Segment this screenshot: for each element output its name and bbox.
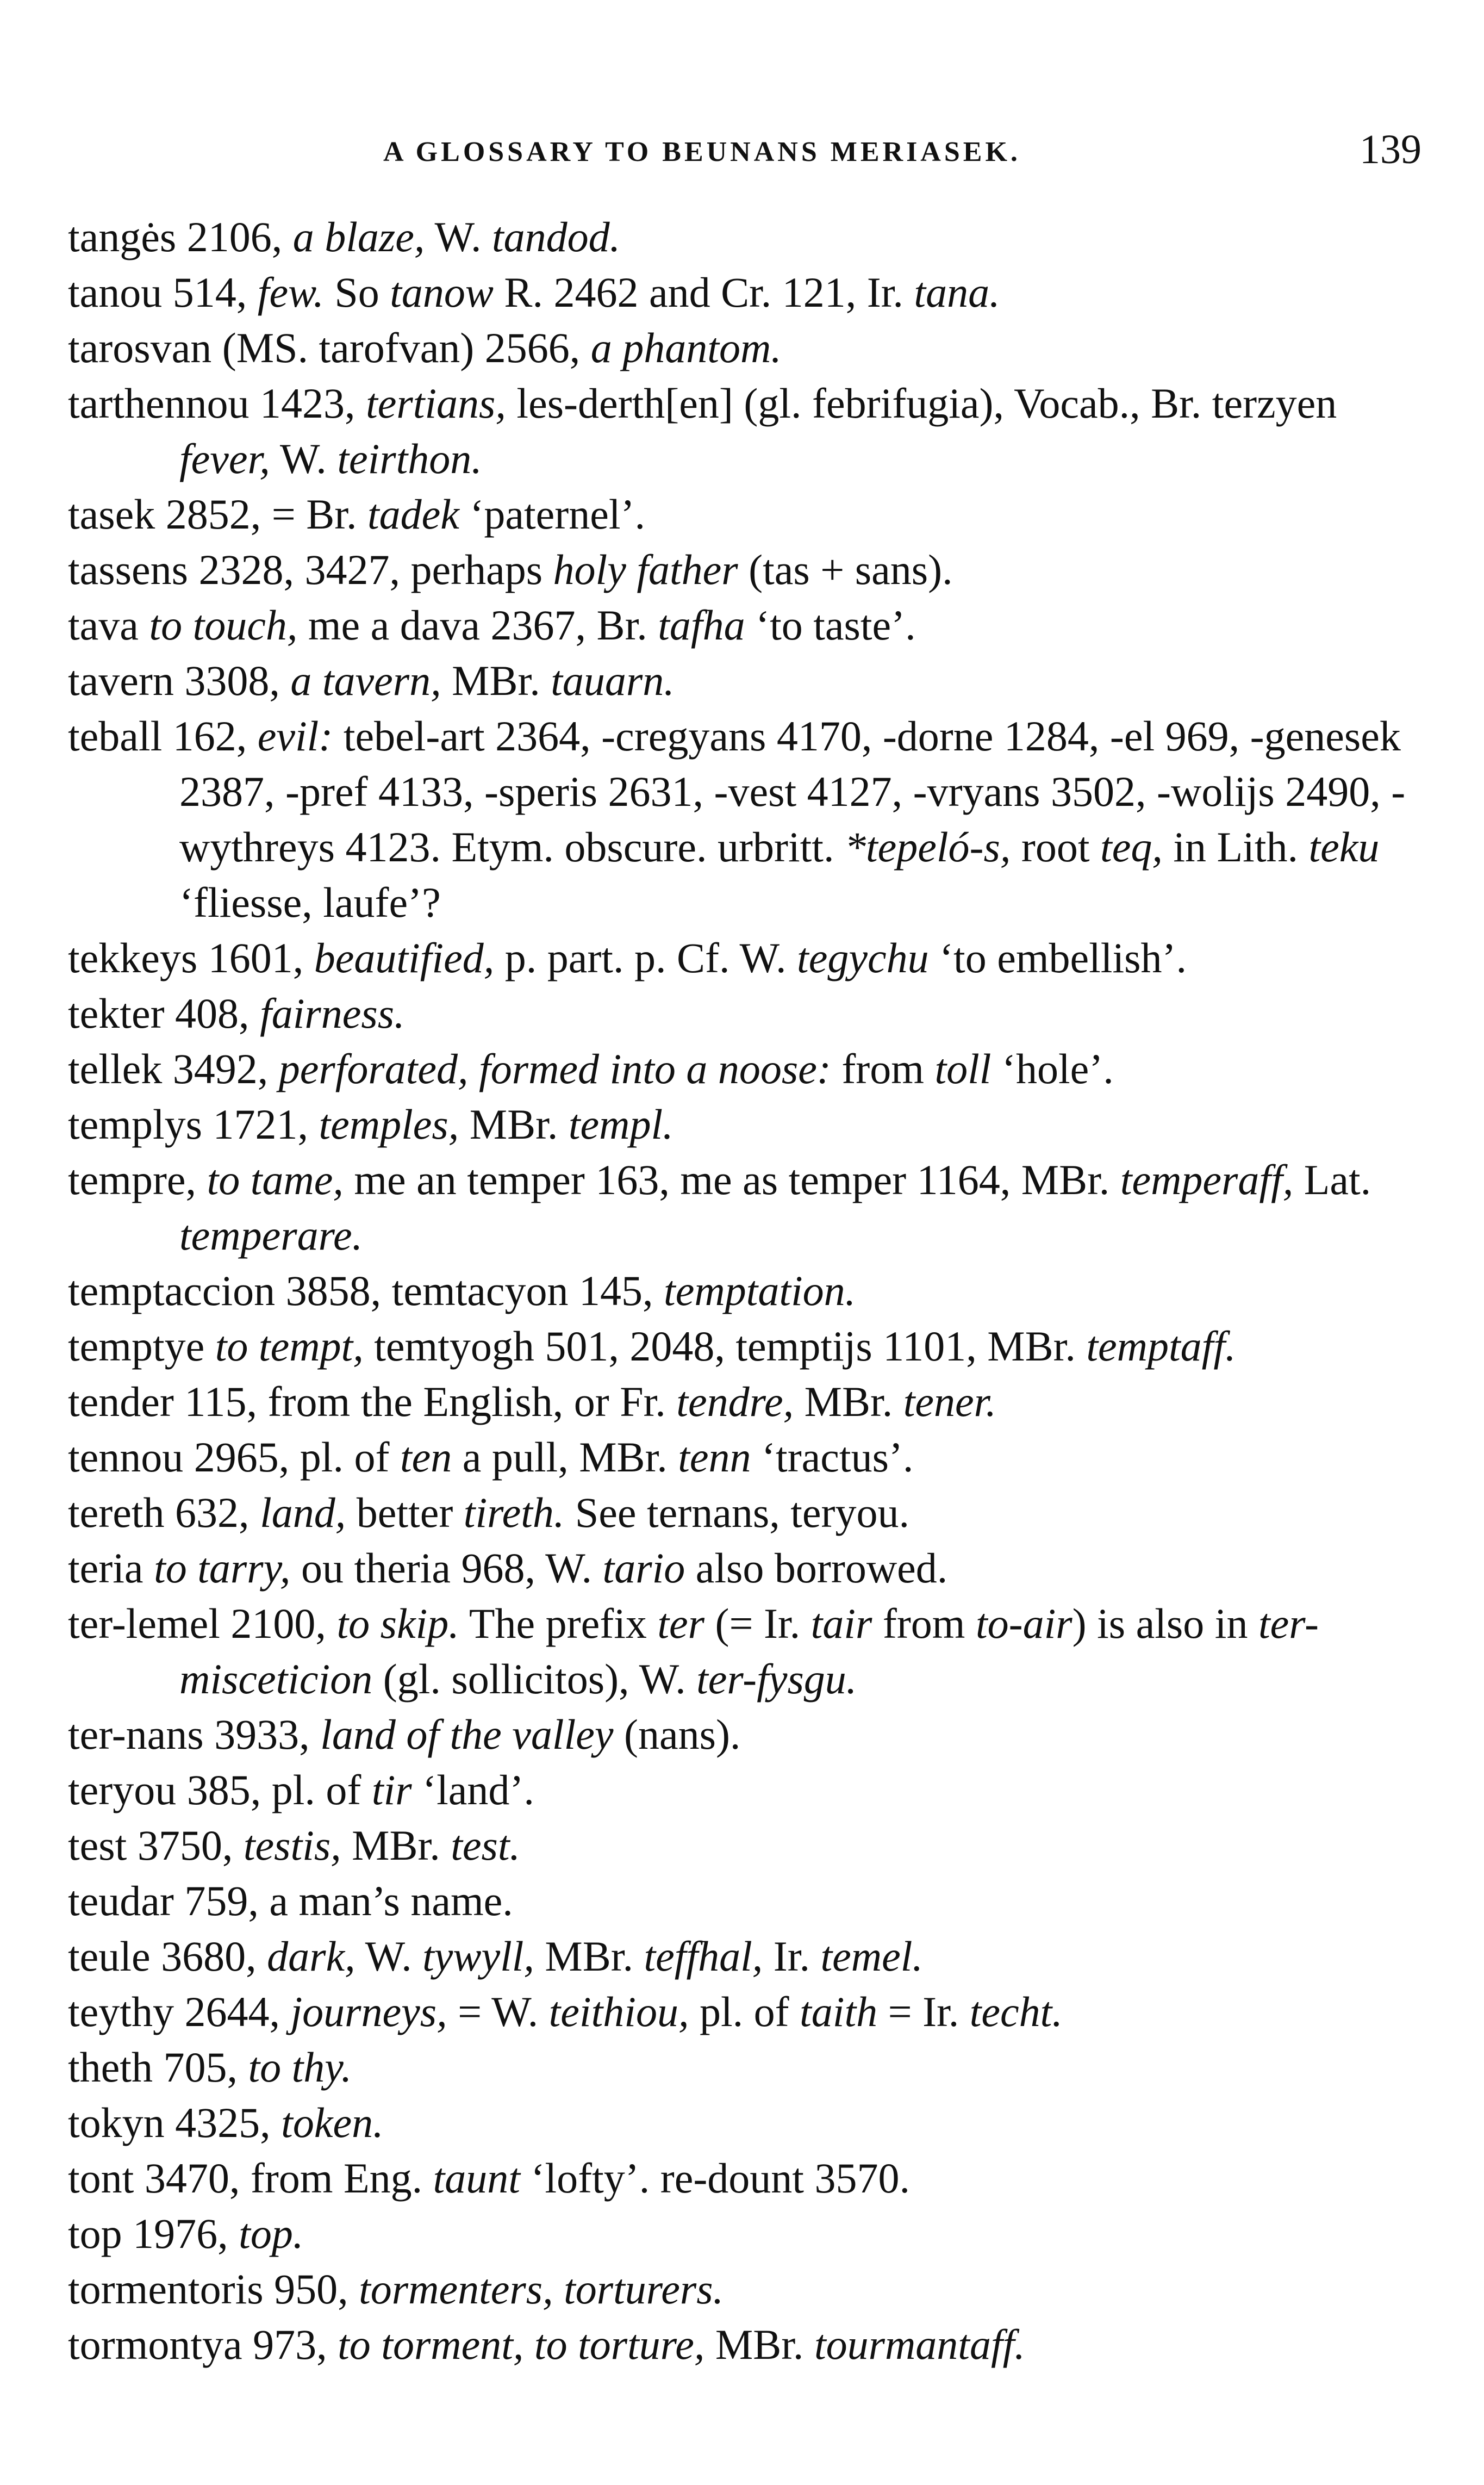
- entry-italic-text: tywyll,: [422, 1933, 534, 1980]
- entry-text: les-derth[en] (gl. febrifugia), Vocab., Br. terzyen: [506, 380, 1337, 427]
- entry-text: tekter 408,: [68, 990, 260, 1037]
- glossary-entry: [68, 930, 1421, 986]
- page-number: 139: [1360, 127, 1421, 172]
- entry-text: also borrowed.: [685, 1544, 948, 1592]
- glossary-entry: [68, 209, 1421, 265]
- entry-text: ‘hole’.: [991, 1045, 1114, 1092]
- entry-italic-text: a phantom.: [590, 324, 782, 371]
- entry-text: tennou 2965, pl. of: [68, 1433, 400, 1481]
- entry-italic-text: temples,: [319, 1101, 459, 1148]
- glossary-entry: [68, 542, 1421, 598]
- entry-text: better: [346, 1489, 464, 1536]
- entry-italic-text: teku: [1308, 823, 1380, 871]
- entry-italic-text: to-air: [975, 1600, 1073, 1647]
- glossary-entry: [68, 2317, 1421, 2372]
- glossary-entry: [68, 1707, 1421, 1762]
- entry-text: = Ir.: [877, 1988, 970, 2035]
- entry-text: root: [1011, 823, 1101, 871]
- entry-italic-text: to torment, to torture,: [338, 2321, 705, 2368]
- entry-text: ) is also in: [1072, 1600, 1258, 1647]
- entry-italic-text: tenn: [678, 1433, 751, 1481]
- entry-text: ‘fliesse, laufe’?: [179, 879, 441, 926]
- entry-italic-text: to tempt,: [215, 1322, 364, 1370]
- entry-text: pl. of: [689, 1988, 800, 2035]
- glossary-entry: [68, 1097, 1421, 1152]
- entry-text: temptaccion 3858, temtacyon 145,: [68, 1267, 664, 1314]
- entry-text: tava: [68, 601, 149, 649]
- entry-italic-text: teirthon.: [337, 435, 482, 482]
- entry-italic-text: templ.: [568, 1101, 674, 1148]
- entry-italic-text: tair: [810, 1600, 872, 1647]
- entry-text: tekkeys 1601,: [68, 934, 314, 981]
- entry-italic-text: tormenters, torturers.: [359, 2265, 724, 2313]
- entry-italic-text: temperaff,: [1120, 1156, 1294, 1203]
- page-header: [68, 126, 1421, 175]
- glossary-entry: [68, 1263, 1421, 1319]
- entry-text: teudar 759, a man’s name.: [68, 1877, 513, 1924]
- entry-italic-text: to touch,: [149, 601, 298, 649]
- entry-italic-text: tafha: [658, 601, 745, 649]
- entry-italic-text: to tarry,: [154, 1544, 291, 1592]
- entry-text: templys 1721,: [68, 1101, 319, 1148]
- entry-text: So: [323, 269, 390, 316]
- entry-italic-text: tourmantaff.: [814, 2321, 1025, 2368]
- entry-text: See ternans, teryou.: [564, 1489, 910, 1536]
- entry-italic-text: temperare.: [179, 1212, 363, 1259]
- entry-italic-text: tener.: [903, 1378, 996, 1425]
- entry-italic-text: to tame,: [207, 1156, 344, 1203]
- entry-italic-text: a tavern,: [290, 657, 441, 704]
- entry-text: ‘paternel’.: [459, 490, 646, 538]
- entry-italic-text: few.: [257, 269, 324, 316]
- entry-text: teythy 2644,: [68, 1988, 291, 2035]
- entry-text: (gl. sollicitos), W.: [372, 1655, 697, 1703]
- entry-italic-text: toll: [934, 1045, 992, 1092]
- glossary-entry: [68, 1430, 1421, 1485]
- glossary-entry: [68, 1485, 1421, 1540]
- entry-italic-text: tegychu: [797, 934, 929, 981]
- entry-text: ‘land’.: [411, 1766, 534, 1813]
- entry-italic-text: temel.: [820, 1933, 923, 1980]
- entry-italic-text: land of the valley: [320, 1711, 614, 1758]
- entry-italic-text: tireth.: [463, 1489, 565, 1536]
- entry-text: a pull, MBr.: [452, 1433, 678, 1481]
- entry-text: tebel-art 2364, -cregyans 4170, -dorne 1284, -el 969, -genesek 2387, -pref 4133, -speris 2631, -vest 4127, -vryans 3502, -wolijs 2490, -wythreys 4123. Etym. obscure. urbritt.: [179, 712, 1406, 871]
- entry-italic-text: ter: [657, 1600, 705, 1647]
- glossary-entry: [68, 1319, 1421, 1374]
- entry-text: tender 115, from the English, or Fr.: [68, 1378, 677, 1425]
- entry-italic-text: tanow: [390, 269, 494, 316]
- entry-italic-text: to thy.: [248, 2043, 352, 2091]
- glossary-entry: [68, 2262, 1421, 2317]
- glossary-entry: [68, 1374, 1421, 1430]
- glossary-entry: [68, 598, 1421, 653]
- entry-italic-text: test.: [451, 1822, 521, 1869]
- entry-italic-text: tandod.: [491, 213, 621, 260]
- entry-text: (= Ir.: [704, 1600, 811, 1647]
- entry-text: (nans).: [613, 1711, 741, 1758]
- entry-text: tanou 514,: [68, 269, 258, 316]
- entry-text: ‘to taste’.: [745, 601, 916, 649]
- entry-italic-text: to skip.: [336, 1600, 459, 1647]
- entry-italic-text: temptation.: [664, 1267, 856, 1314]
- entry-text: from: [872, 1600, 976, 1647]
- entry-text: ‘to embellish’.: [928, 934, 1187, 981]
- glossary-entry: [68, 1818, 1421, 1873]
- entry-text: p. part. p. Cf. W.: [494, 934, 797, 981]
- entry-italic-text: teffhal,: [644, 1933, 763, 1980]
- entry-text: ter-lemel 2100,: [68, 1600, 337, 1647]
- entry-italic-text: land,: [260, 1489, 346, 1536]
- glossary-entry: [68, 1929, 1421, 1984]
- glossary-entry: [68, 709, 1421, 930]
- glossary-entry: [68, 2040, 1421, 2095]
- entry-text: tont 3470, from Eng.: [68, 2154, 433, 2202]
- entry-text: tavern 3308,: [68, 657, 291, 704]
- glossary-entry: [68, 1596, 1421, 1707]
- entry-italic-text: beautified,: [314, 934, 495, 981]
- entry-italic-text: *tepeló-s,: [844, 823, 1011, 871]
- glossary-entry: [68, 1041, 1421, 1097]
- glossary-entry: [68, 986, 1421, 1041]
- glossary-entry: [68, 653, 1421, 709]
- entry-italic-text: top.: [239, 2210, 304, 2257]
- entry-text: (tas + sans).: [738, 546, 953, 593]
- glossary-entry: [68, 320, 1421, 376]
- entry-text: tereth 632,: [68, 1489, 260, 1536]
- entry-text: ‘lofty’. re-dount 3570.: [520, 2154, 910, 2202]
- entry-italic-text: taith: [800, 1988, 878, 2035]
- entry-text: MBr.: [441, 657, 551, 704]
- entry-text: tarthennou 1423,: [68, 380, 366, 427]
- entry-italic-text: ten: [400, 1433, 452, 1481]
- glossary-entry: [68, 265, 1421, 320]
- glossary-entry: [68, 2151, 1421, 2206]
- entry-text: MBr.: [704, 2321, 814, 2368]
- entry-italic-text: tana.: [914, 269, 1000, 316]
- glossary-entry: [68, 2206, 1421, 2262]
- entry-italic-text: tendre,: [676, 1378, 794, 1425]
- entry-italic-text: tauarn.: [551, 657, 675, 704]
- entry-italic-text: tertians,: [366, 380, 506, 427]
- entry-text: = W.: [447, 1988, 549, 2035]
- entry-text: The prefix: [459, 1600, 658, 1647]
- glossary-entry: [68, 376, 1421, 487]
- entry-italic-text: taunt: [433, 2154, 520, 2202]
- entry-text: tempre,: [68, 1156, 207, 1203]
- entry-text: ou theria 968, W.: [290, 1544, 603, 1592]
- entry-text: in Lith.: [1162, 823, 1309, 871]
- entry-text: tangės 2106,: [68, 213, 293, 260]
- entry-text: W.: [355, 1933, 423, 1980]
- entry-italic-text: tario: [602, 1544, 685, 1592]
- entry-text: tormentoris 950,: [68, 2265, 359, 2313]
- entry-italic-text: perforated, formed into a noose:: [278, 1045, 831, 1092]
- entry-text: teria: [68, 1544, 154, 1592]
- glossary-entry: [68, 487, 1421, 542]
- running-title: A GLOSSARY TO BEUNANS MERIASEK.: [383, 136, 1021, 167]
- entry-text: W.: [270, 435, 338, 482]
- entry-text: Ir.: [763, 1933, 821, 1980]
- entry-text: W.: [425, 213, 492, 260]
- entry-italic-text: testis,: [243, 1822, 341, 1869]
- entry-text: ‘tractus’.: [751, 1433, 914, 1481]
- glossary-entry: [68, 1152, 1421, 1263]
- entry-italic-text: token.: [281, 2099, 384, 2146]
- glossary-entry: [68, 1762, 1421, 1818]
- glossary-entry: [68, 1873, 1421, 1929]
- entry-italic-text: tadek: [367, 490, 459, 538]
- entry-text: teule 3680,: [68, 1933, 267, 1980]
- entry-text: tasek 2852, = Br.: [68, 490, 367, 538]
- entry-italic-text: fever,: [179, 435, 270, 482]
- entry-text: me an temper 163, me as temper 1164, MBr.: [343, 1156, 1120, 1203]
- entry-text: temptye: [68, 1322, 215, 1370]
- entry-italic-text: techt.: [969, 1988, 1063, 2035]
- entry-text: MBr.: [341, 1822, 451, 1869]
- entry-italic-text: tir: [371, 1766, 412, 1813]
- entry-text: theth 705,: [68, 2043, 248, 2091]
- entry-text: me a dava 2367, Br.: [297, 601, 658, 649]
- entry-italic-text: fairness.: [260, 990, 405, 1037]
- entry-italic-text: dark,: [267, 1933, 356, 1980]
- entry-text: R. 2462 and Cr. 121, Ir.: [493, 269, 914, 316]
- glossary-entry: [68, 1540, 1421, 1596]
- entry-text: MBr.: [459, 1101, 569, 1148]
- entry-text: teryou 385, pl. of: [68, 1766, 372, 1813]
- entry-text: tormontya 973,: [68, 2321, 338, 2368]
- entry-text: tokyn 4325,: [68, 2099, 282, 2146]
- entry-italic-text: journeys,: [290, 1988, 447, 2035]
- entry-text: from: [831, 1045, 935, 1092]
- entry-text: temtyogh 501, 2048, temptijs 1101, MBr.: [363, 1322, 1087, 1370]
- entry-text: MBr.: [794, 1378, 903, 1425]
- entry-italic-text: holy father: [553, 546, 738, 593]
- entry-italic-text: teithiou,: [548, 1988, 689, 2035]
- entry-text: tassens 2328, 3427, perhaps: [68, 546, 553, 593]
- entry-italic-text: ter-misceticion: [179, 1600, 1319, 1703]
- entry-text: ter-nans 3933,: [68, 1711, 321, 1758]
- entry-text: test 3750,: [68, 1822, 244, 1869]
- glossary-entry: [68, 1984, 1421, 2040]
- entry-italic-text: ter-fysgu.: [696, 1655, 857, 1703]
- glossary-entries: [68, 209, 1421, 2372]
- entry-text: teball 162,: [68, 712, 258, 760]
- entry-text: MBr.: [534, 1933, 644, 1980]
- entry-italic-text: evil:: [257, 712, 333, 760]
- entry-text: Lat.: [1293, 1156, 1371, 1203]
- glossary-entry: [68, 2095, 1421, 2151]
- entry-italic-text: teq,: [1100, 823, 1163, 871]
- entry-text: top 1976,: [68, 2210, 239, 2257]
- entry-italic-text: temptaff.: [1086, 1322, 1236, 1370]
- entry-text: tellek 3492,: [68, 1045, 279, 1092]
- entry-text: tarosvan (MS. tarofvan) 2566,: [68, 324, 591, 371]
- entry-italic-text: a blaze,: [292, 213, 425, 260]
